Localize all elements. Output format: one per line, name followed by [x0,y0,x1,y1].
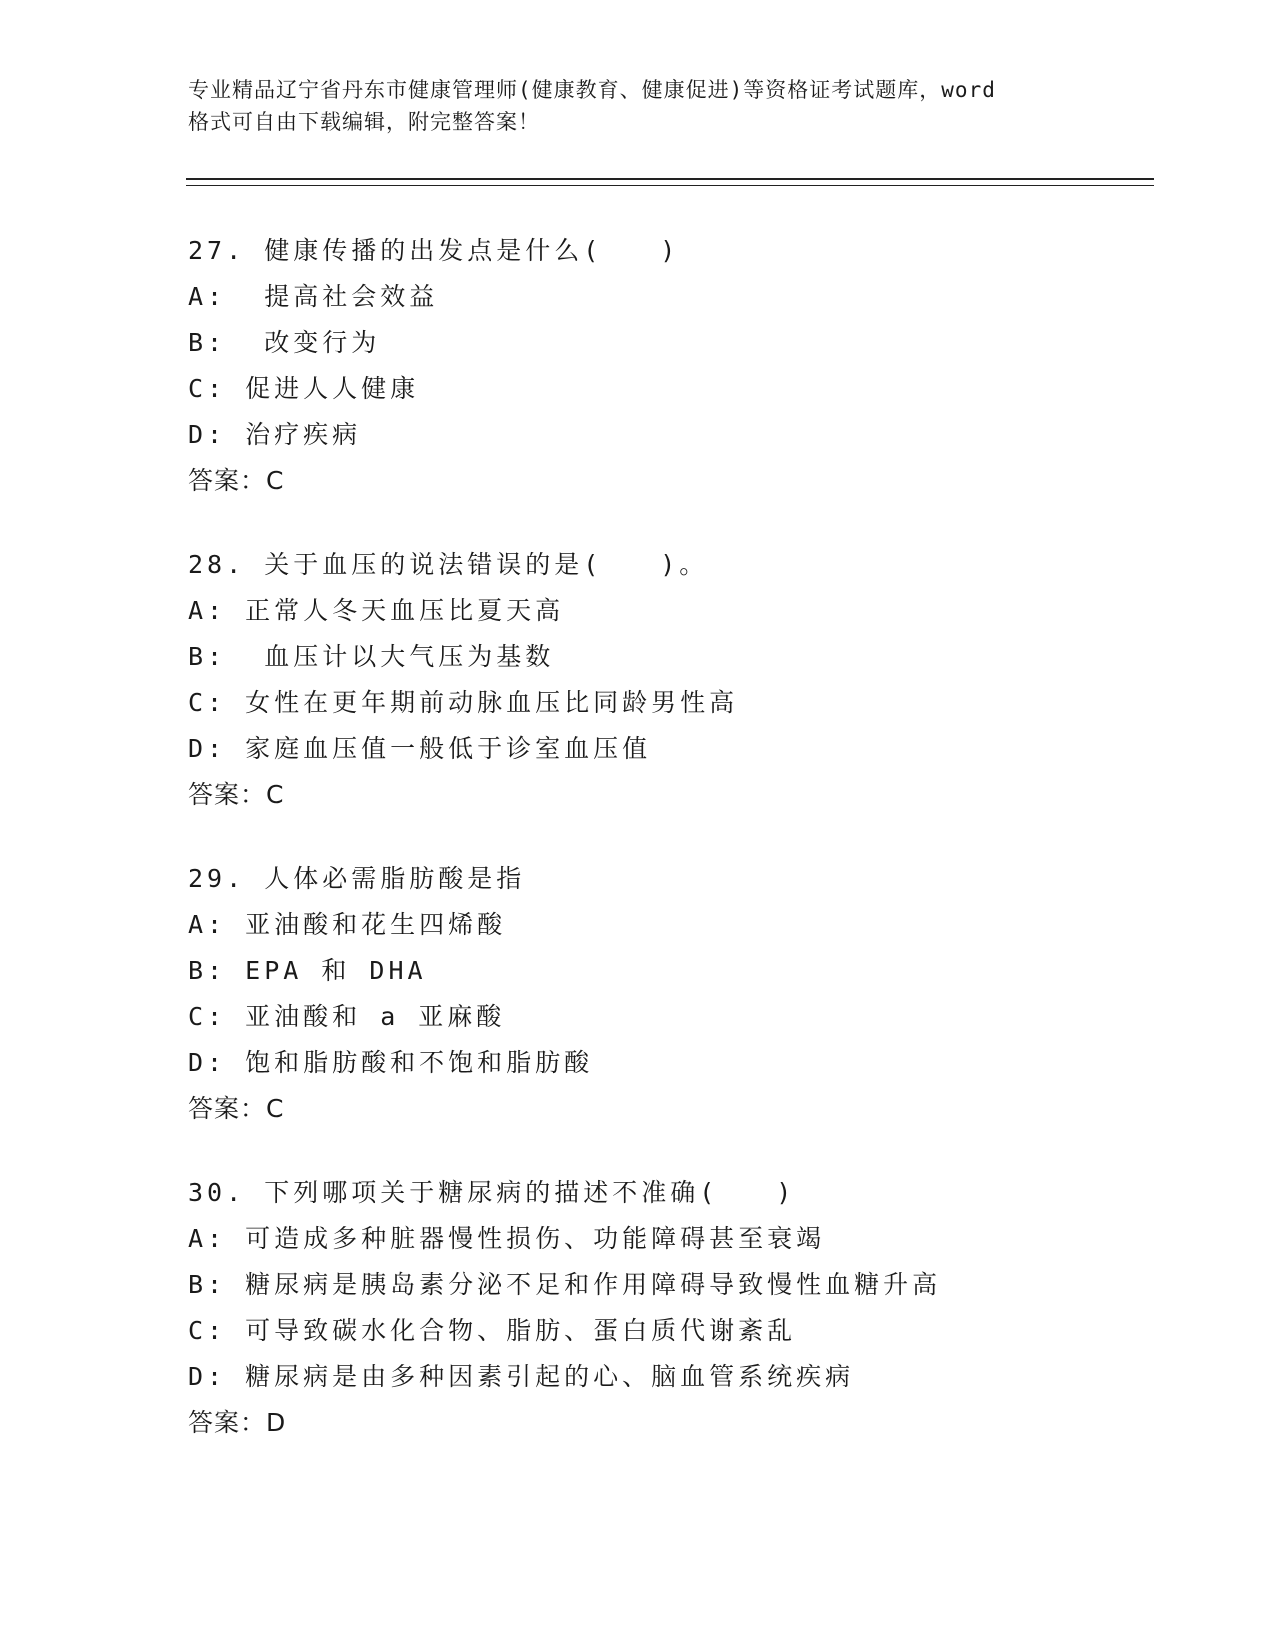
answer-label: 答案：C [188,1094,285,1123]
option-c: C: 亚油酸和 a 亚麻酸 [188,1002,506,1031]
option-c: C: 女性在更年期前动脉血压比同龄男性高 [188,688,739,717]
option-b: B: 血压计以大气压为基数 [188,642,555,671]
option-c: C: 促进人人健康 [188,374,420,403]
option-c: C: 可导致碳水化合物、脂肪、蛋白质代谢紊乱 [188,1316,797,1345]
answer-label: 答案：D [188,1408,287,1437]
option-b: B: 改变行为 [188,328,381,357]
document-header [188,74,1108,138]
option-d: D: 家庭血压值一般低于诊室血压值 [188,734,652,763]
question-27 [188,228,1168,504]
answer-label: 答案：C [188,780,285,809]
answer-label: 答案：C [188,466,285,495]
question-stem: 29. 人体必需脂肪酸是指 [188,864,526,893]
question-29 [188,856,1168,1132]
option-a: A: 提高社会效益 [188,282,439,311]
option-a: A: 可造成多种脏器慢性损伤、功能障碍甚至衰竭 [188,1224,826,1253]
header-line-1: 专业精品辽宁省丹东市健康管理师(健康教育、健康促进)等资格证考试题库，word [188,78,996,102]
option-d: D: 糖尿病是由多种因素引起的心、脑血管系统疾病 [188,1362,855,1391]
option-d: D: 饱和脂肪酸和不饱和脂肪酸 [188,1048,594,1077]
option-b: B: 糖尿病是胰岛素分泌不足和作用障碍导致慢性血糖升高 [188,1270,942,1299]
option-a: A: 正常人冬天血压比夏天高 [188,596,565,625]
option-d: D: 治疗疾病 [188,420,362,449]
option-b: B: EPA 和 DHA [188,956,427,985]
option-a: A: 亚油酸和花生四烯酸 [188,910,507,939]
header-divider [186,178,1154,186]
header-line-2: 格式可自由下载编辑，附完整答案！ [188,110,540,134]
question-30 [188,1170,1168,1446]
question-stem: 27. 健康传播的出发点是什么( ) [188,236,680,265]
question-stem: 30. 下列哪项关于糖尿病的描述不准确( ) [188,1178,796,1207]
question-stem: 28. 关于血压的说法错误的是( )。 [188,550,709,579]
question-28 [188,542,1168,818]
